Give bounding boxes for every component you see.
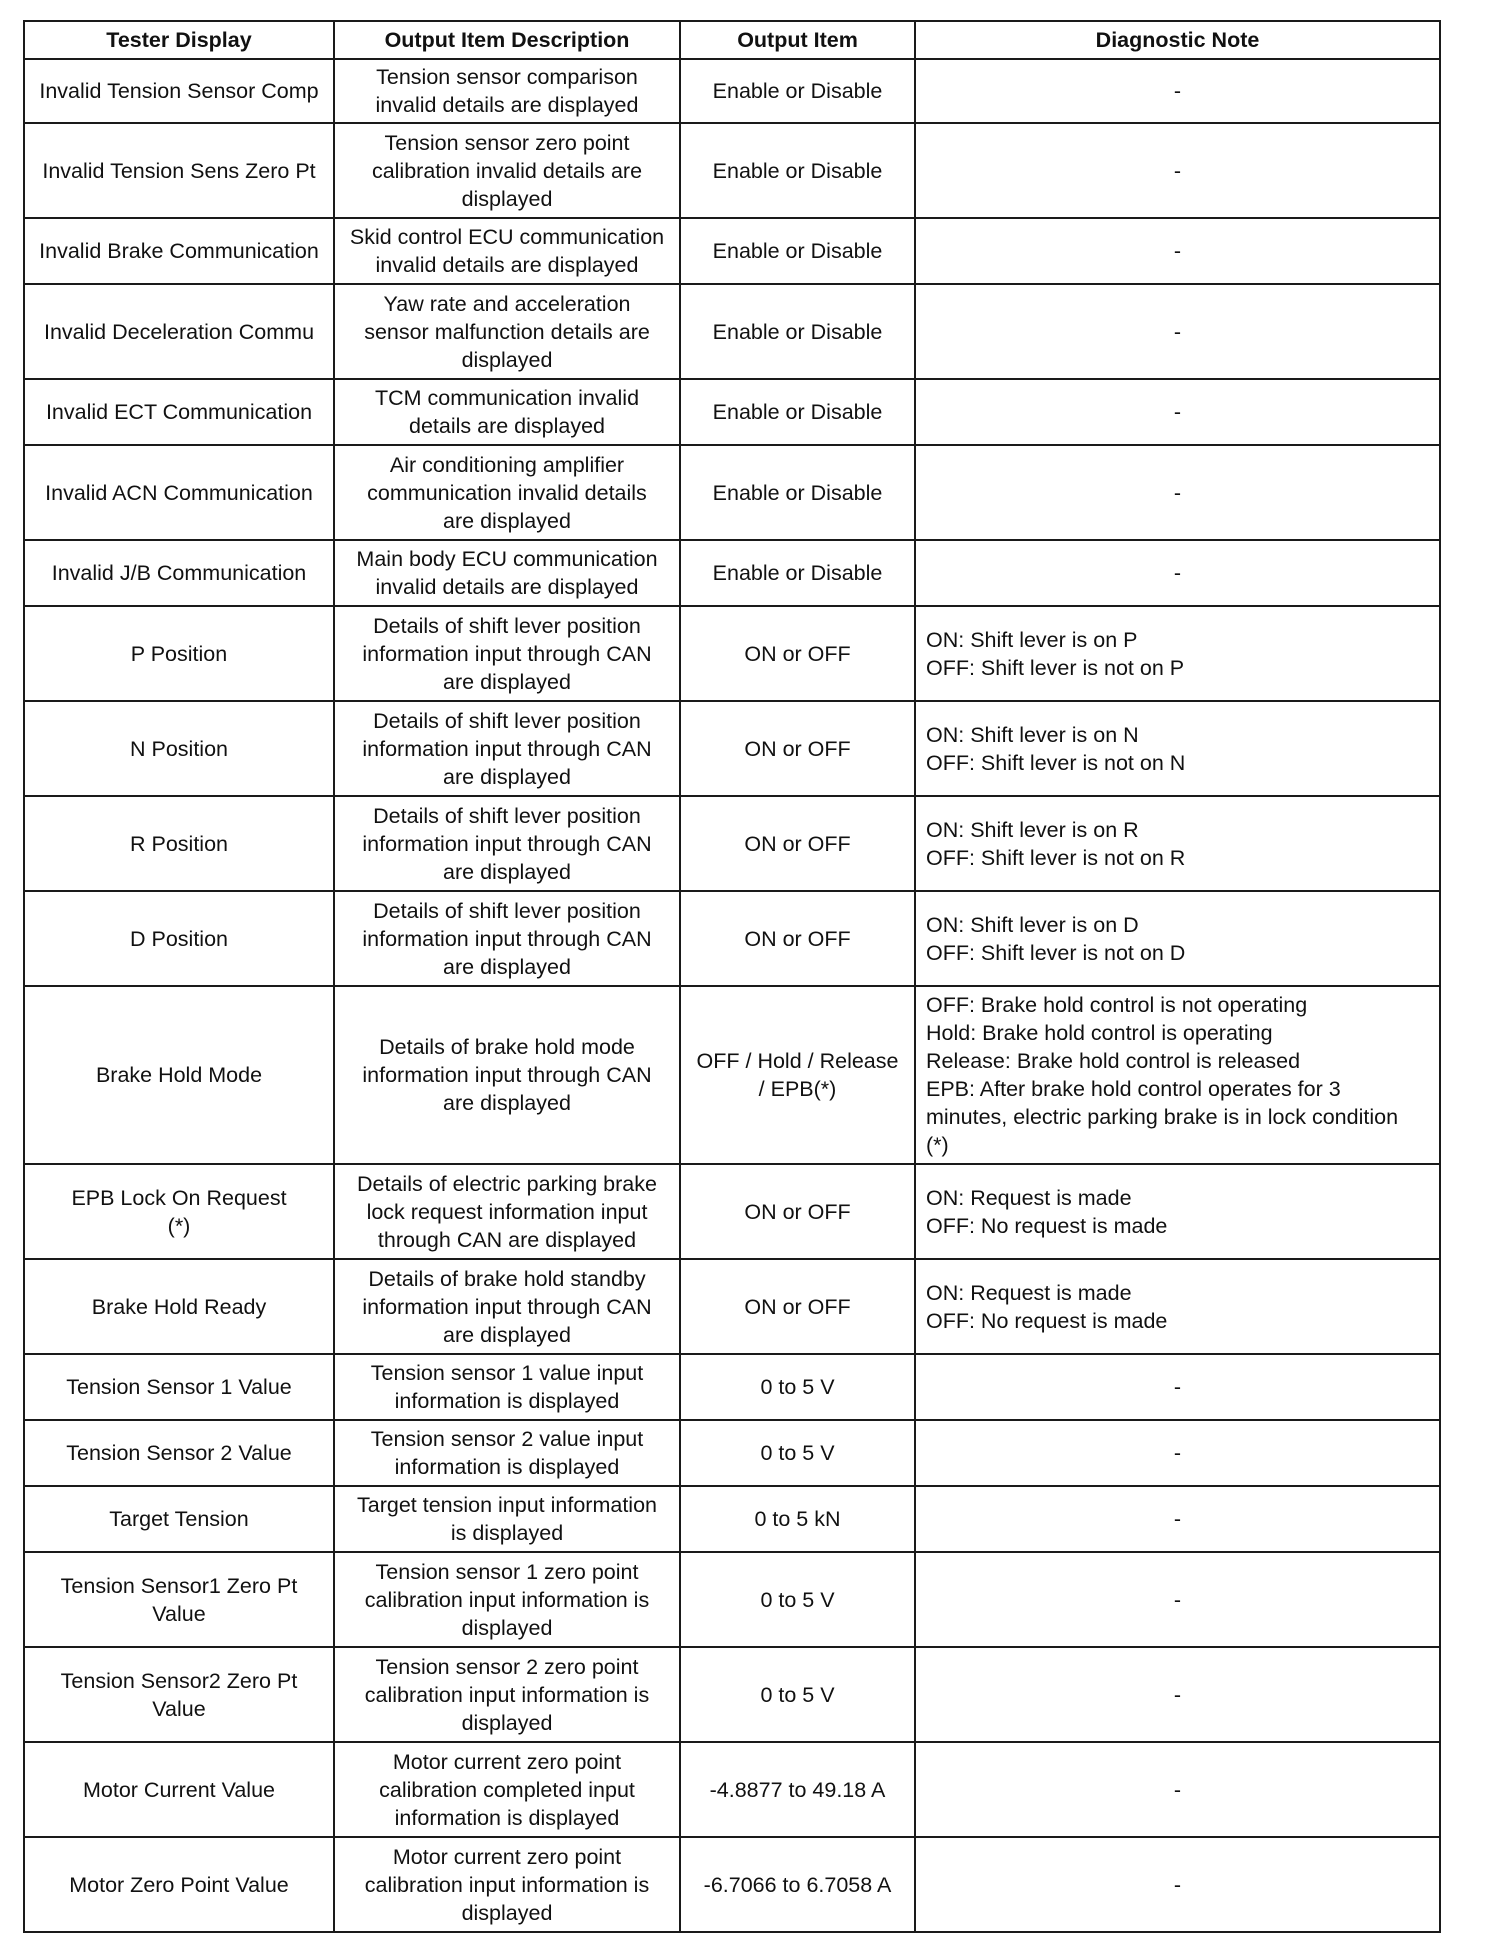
tester-display-line: N Position <box>130 736 228 761</box>
diagnostic-note-line: OFF: No request is made <box>926 1213 1168 1238</box>
output-item-description-line: Details of electric parking brake <box>357 1171 657 1196</box>
output-item-description-line: Details of shift lever position <box>373 898 641 923</box>
tester-display-line: Invalid ACN Communication <box>45 480 313 505</box>
diagnostic-note-line: ON: Request is made <box>926 1280 1132 1305</box>
output-item-description-line: are displayed <box>443 508 571 533</box>
diagnostic-note-cell <box>915 701 1440 796</box>
tester-display-cell <box>24 445 334 540</box>
table-row <box>24 986 1440 1164</box>
output-item-description-line: are displayed <box>443 859 571 884</box>
table-row <box>24 1742 1440 1837</box>
output-item-cell <box>680 123 915 218</box>
tester-display-cell <box>24 1259 334 1354</box>
output-item-description-line: Details of shift lever position <box>373 613 641 638</box>
diagnostic-note-cell <box>915 1552 1440 1647</box>
output-item-description-line: Yaw rate and acceleration <box>383 291 631 316</box>
diagnostic-note-line: - <box>1173 1872 1182 1897</box>
output-item-description-line: information is displayed <box>394 1805 620 1830</box>
output-item-description-cell <box>334 218 680 284</box>
diagnostic-note-line: (*) <box>926 1133 949 1157</box>
output-item-cell <box>680 1647 915 1742</box>
diagnostic-note-line: ON: Shift lever is on N <box>926 722 1139 747</box>
diagnostic-note-cell <box>915 1837 1440 1932</box>
diagnostic-note-cell <box>915 59 1440 123</box>
output-item-description-line: calibration input information is <box>364 1682 650 1707</box>
output-item-description-line: displayed <box>461 347 553 372</box>
output-item-description-line: information input through CAN <box>362 736 652 761</box>
table-row <box>24 891 1440 986</box>
tester-display-cell <box>24 1742 334 1837</box>
table-row <box>24 59 1440 123</box>
diagnostic-note-line: Release: Brake hold control is released <box>926 1049 1301 1073</box>
diagnostic-note-line: - <box>1173 239 1182 263</box>
output-item-description-line: are displayed <box>443 1322 571 1347</box>
output-item-description-line: Details of brake hold standby <box>368 1266 646 1291</box>
output-item-line: ON or OFF <box>744 736 851 761</box>
output-item-description-line: displayed <box>461 1710 553 1735</box>
output-item-description-line: displayed <box>461 1900 553 1925</box>
table-row <box>24 1259 1440 1354</box>
output-item-description-line: are displayed <box>443 1091 571 1115</box>
output-item-description-cell <box>334 379 680 445</box>
diagnostic-note-line: EPB: After brake hold control operates for 3 <box>926 1077 1341 1101</box>
diagnostic-note-line: - <box>1173 1777 1182 1802</box>
output-item-description-line: information input through CAN <box>362 641 652 666</box>
diagnostic-note-line: OFF: No request is made <box>926 1308 1168 1333</box>
tester-display-cell <box>24 218 334 284</box>
output-item-description-line: Target tension input information <box>357 1493 657 1517</box>
output-item-line: Enable or Disable <box>712 480 883 505</box>
output-item-description-line: calibration input information is <box>364 1872 650 1897</box>
tester-display-cell <box>24 284 334 379</box>
table-row <box>24 1552 1440 1647</box>
output-item-description-line: information input through CAN <box>362 831 652 856</box>
table-row <box>24 606 1440 701</box>
diagnostic-note-cell <box>915 796 1440 891</box>
output-item-description-line: are displayed <box>443 669 571 694</box>
output-item-description-cell <box>334 701 680 796</box>
tester-display-cell <box>24 986 334 1164</box>
diagnostic-note-cell <box>915 123 1440 218</box>
output-item-description-line: sensor malfunction details are <box>364 319 650 344</box>
tester-display-line: (*) <box>167 1213 191 1238</box>
output-item-line: Enable or Disable <box>712 158 883 183</box>
tester-display-line: Tension Sensor1 Zero Pt <box>60 1573 298 1598</box>
tester-display-cell <box>24 1552 334 1647</box>
diagnostic-note-cell <box>915 891 1440 986</box>
table-row <box>24 1354 1440 1420</box>
output-item-line: OFF / Hold / Release <box>696 1049 899 1073</box>
output-item-line: Enable or Disable <box>712 79 883 103</box>
diagnostic-note-cell <box>915 606 1440 701</box>
tester-display-cell <box>24 606 334 701</box>
output-item-description-cell <box>334 1164 680 1259</box>
diagnostic-note-line: - <box>1173 158 1182 183</box>
diagnostic-note-line: OFF: Shift lever is not on D <box>926 940 1186 965</box>
diagnostic-note-cell <box>915 1486 1440 1552</box>
table-row <box>24 540 1440 606</box>
tester-display-cell <box>24 796 334 891</box>
diagnostic-note-cell <box>915 1259 1440 1354</box>
table-row <box>24 123 1440 218</box>
output-item-line: -6.7066 to 6.7058 A <box>703 1872 892 1897</box>
table-row <box>24 1420 1440 1486</box>
tester-display-line: EPB Lock On Request <box>71 1185 287 1210</box>
output-item-description-line: Motor current zero point <box>392 1844 622 1869</box>
output-item-line: Enable or Disable <box>712 561 883 585</box>
output-item-cell <box>680 284 915 379</box>
diagnostic-note-cell <box>915 986 1440 1164</box>
output-item-description-cell <box>334 606 680 701</box>
output-item-description-line: Details of shift lever position <box>373 708 641 733</box>
tester-display-line: Invalid Tension Sensor Comp <box>39 79 319 103</box>
tester-display-cell <box>24 891 334 986</box>
table-row <box>24 796 1440 891</box>
table-row <box>24 284 1440 379</box>
output-item-description-line: information input through CAN <box>362 926 652 951</box>
output-item-line: -4.8877 to 49.18 A <box>709 1777 886 1802</box>
output-item-description-line: calibration invalid details are <box>371 158 643 183</box>
output-item-description-line: are displayed <box>443 954 571 979</box>
tester-display-line: D Position <box>130 926 228 951</box>
output-item-cell <box>680 606 915 701</box>
tester-display-cell <box>24 123 334 218</box>
table-row <box>24 1486 1440 1552</box>
header-row <box>24 21 1440 59</box>
table-row <box>24 1164 1440 1259</box>
output-item-cell <box>680 218 915 284</box>
output-item-line: Enable or Disable <box>712 319 883 344</box>
output-item-description-cell <box>334 123 680 218</box>
tester-display-line: Brake Hold Ready <box>91 1294 267 1319</box>
diagnostic-note-line: - <box>1173 480 1182 505</box>
diagnostic-note-line: - <box>1173 561 1182 585</box>
tester-display-cell <box>24 59 334 123</box>
header-output-item-description: Output Item Description <box>334 21 680 59</box>
output-item-description-line: are displayed <box>443 764 571 789</box>
output-item-description-line: Tension sensor 2 zero point <box>375 1654 639 1679</box>
tester-display-cell <box>24 540 334 606</box>
tester-display-cell <box>24 1647 334 1742</box>
diagnostic-note-cell <box>915 1742 1440 1837</box>
table-row <box>24 445 1440 540</box>
tester-display-line: Invalid ECT Communication <box>45 400 313 424</box>
diagnostic-note-line: OFF: Shift lever is not on N <box>926 750 1186 775</box>
diagnostic-note-line: - <box>1173 1507 1182 1531</box>
output-item-line: 0 to 5 kN <box>754 1507 841 1531</box>
tester-display-cell <box>24 1837 334 1932</box>
output-item-description-line: information is displayed <box>394 1389 620 1413</box>
output-item-description-line: information is displayed <box>394 1455 620 1479</box>
output-item-line: ON or OFF <box>744 1294 851 1319</box>
table-row <box>24 1647 1440 1742</box>
tester-display-line: Invalid Tension Sens Zero Pt <box>42 158 316 183</box>
diagnostic-note-line: ON: Shift lever is on P <box>926 627 1138 652</box>
tester-display-line: Tension Sensor2 Zero Pt <box>60 1668 298 1693</box>
output-item-description-cell <box>334 796 680 891</box>
diagnostic-note-cell <box>915 1354 1440 1420</box>
diagnostic-note-line: OFF: Brake hold control is not operating <box>926 993 1308 1017</box>
output-item-description-cell <box>334 1486 680 1552</box>
output-item-description-line: displayed <box>461 186 553 211</box>
output-item-description-cell <box>334 1354 680 1420</box>
output-item-description-cell <box>334 1259 680 1354</box>
output-item-description-cell <box>334 1742 680 1837</box>
table-row <box>24 701 1440 796</box>
tester-display-line: Brake Hold Mode <box>95 1063 263 1087</box>
diagnostic-note-cell <box>915 445 1440 540</box>
output-item-cell <box>680 701 915 796</box>
output-item-description-line: information input through CAN <box>362 1294 652 1319</box>
output-item-description-cell <box>334 540 680 606</box>
output-item-cell <box>680 540 915 606</box>
output-item-description-line: lock request information input <box>366 1199 648 1224</box>
diagnostic-note-cell <box>915 1420 1440 1486</box>
output-item-cell <box>680 1837 915 1932</box>
diagnostic-note-line: - <box>1173 1682 1182 1707</box>
tester-display-cell <box>24 1420 334 1486</box>
output-item-description-cell <box>334 284 680 379</box>
output-item-description-line: calibration input information is <box>364 1587 650 1612</box>
output-item-description-cell <box>334 59 680 123</box>
output-item-line: Enable or Disable <box>712 239 883 263</box>
tester-display-line: Invalid Deceleration Commu <box>43 319 315 344</box>
tester-display-line: Value <box>152 1696 206 1721</box>
tester-display-cell <box>24 379 334 445</box>
output-item-description-line: Skid control ECU communication <box>349 225 665 249</box>
output-item-description-cell <box>334 445 680 540</box>
diagnostic-note-line: - <box>1173 319 1182 344</box>
diagnostic-note-cell <box>915 284 1440 379</box>
output-item-description-line: invalid details are displayed <box>375 575 639 599</box>
tester-display-line: Invalid Brake Communication <box>39 239 319 263</box>
output-item-description-line: Tension sensor 2 value input <box>370 1427 644 1451</box>
output-item-description-line: information input through CAN <box>362 1063 652 1087</box>
output-item-cell <box>680 796 915 891</box>
diagnostic-note-line: ON: Shift lever is on D <box>926 912 1139 937</box>
output-item-cell <box>680 1420 915 1486</box>
output-item-description-line: details are displayed <box>408 414 605 438</box>
output-item-cell <box>680 445 915 540</box>
output-item-line: ON or OFF <box>744 641 851 666</box>
data-monitor-table <box>23 20 1441 1933</box>
diagnostic-note-cell <box>915 218 1440 284</box>
diagnostic-note-line: OFF: Shift lever is not on P <box>926 655 1185 680</box>
output-item-description-line: communication invalid details <box>367 480 647 505</box>
output-item-description-line: Tension sensor 1 value input <box>370 1361 644 1385</box>
output-item-cell <box>680 1742 915 1837</box>
output-item-cell <box>680 1486 915 1552</box>
output-item-cell <box>680 379 915 445</box>
diagnostic-note-line: ON: Shift lever is on R <box>926 817 1139 842</box>
diagnostic-note-line: Hold: Brake hold control is operating <box>926 1021 1273 1045</box>
output-item-description-line: TCM communication invalid <box>374 386 640 410</box>
output-item-description-line: is displayed <box>450 1521 564 1545</box>
output-item-line: 0 to 5 V <box>760 1441 835 1465</box>
output-item-description-line: Tension sensor comparison <box>376 65 638 89</box>
tester-display-line: P Position <box>130 641 228 666</box>
output-item-description-cell <box>334 1837 680 1932</box>
output-item-description-cell <box>334 891 680 986</box>
output-item-description-line: invalid details are displayed <box>375 253 639 277</box>
diagnostic-note-line: - <box>1173 79 1182 103</box>
output-item-cell <box>680 1259 915 1354</box>
tester-display-line: Value <box>152 1601 206 1626</box>
table-body <box>24 59 1440 1932</box>
header-tester-display: Tester Display <box>24 21 334 59</box>
output-item-description-line: Details of shift lever position <box>373 803 641 828</box>
diagnostic-note-line: - <box>1173 1441 1182 1465</box>
diagnostic-note-cell <box>915 540 1440 606</box>
diagnostic-note-line: ON: Request is made <box>926 1185 1132 1210</box>
output-item-description-cell <box>334 1647 680 1742</box>
output-item-description-line: Tension sensor zero point <box>384 130 630 155</box>
output-item-line: 0 to 5 V <box>760 1587 835 1612</box>
output-item-line: Enable or Disable <box>712 400 883 424</box>
output-item-description-line: Air conditioning amplifier <box>389 452 625 477</box>
output-item-line: ON or OFF <box>744 1199 851 1224</box>
output-item-description-line: displayed <box>461 1615 553 1640</box>
tester-display-line: Invalid J/B Communication <box>51 561 307 585</box>
tester-display-line: Tension Sensor 1 Value <box>66 1375 292 1399</box>
output-item-line: 0 to 5 V <box>760 1375 835 1399</box>
output-item-cell <box>680 986 915 1164</box>
output-item-cell <box>680 1354 915 1420</box>
output-item-description-line: invalid details are displayed <box>375 93 639 117</box>
output-item-description-cell <box>334 986 680 1164</box>
diagnostic-note-line: - <box>1173 1375 1182 1399</box>
output-item-cell <box>680 1164 915 1259</box>
table-row <box>24 1837 1440 1932</box>
output-item-description-cell <box>334 1552 680 1647</box>
table-row <box>24 379 1440 445</box>
diagnostic-note-line: - <box>1173 1587 1182 1612</box>
diagnostic-note-line: OFF: Shift lever is not on R <box>926 845 1186 870</box>
tester-display-line: Tension Sensor 2 Value <box>66 1441 292 1465</box>
tester-display-line: R Position <box>130 831 228 856</box>
output-item-cell <box>680 59 915 123</box>
header-diagnostic-note: Diagnostic Note <box>915 21 1440 59</box>
table-row <box>24 218 1440 284</box>
diagnostic-note-line: - <box>1173 400 1182 424</box>
tester-display-line: Motor Zero Point Value <box>69 1872 289 1897</box>
output-item-line: / EPB(*) <box>758 1077 837 1101</box>
tester-display-line: Target Tension <box>109 1507 249 1531</box>
output-item-description-line: Main body ECU communication <box>356 547 658 571</box>
output-item-line: ON or OFF <box>744 831 851 856</box>
tester-display-cell <box>24 1164 334 1259</box>
output-item-line: 0 to 5 V <box>760 1682 835 1707</box>
tester-display-cell <box>24 1354 334 1420</box>
tester-display-line: Motor Current Value <box>83 1777 275 1802</box>
tester-display-cell <box>24 701 334 796</box>
output-item-cell <box>680 891 915 986</box>
output-item-description-line: through CAN are displayed <box>377 1227 637 1252</box>
output-item-description-line: Details of brake hold mode <box>379 1035 635 1059</box>
diagnostic-note-cell <box>915 379 1440 445</box>
output-item-description-line: Tension sensor 1 zero point <box>375 1559 639 1584</box>
output-item-description-line: Motor current zero point <box>392 1749 622 1774</box>
output-item-cell <box>680 1552 915 1647</box>
tester-display-cell <box>24 1486 334 1552</box>
output-item-line: ON or OFF <box>744 926 851 951</box>
output-item-description-line: calibration completed input <box>379 1777 635 1802</box>
diagnostic-note-line: minutes, electric parking brake is in lock condition <box>926 1105 1399 1129</box>
header-output-item: Output Item <box>680 21 915 59</box>
diagnostic-note-cell <box>915 1647 1440 1742</box>
diagnostic-note-cell <box>915 1164 1440 1259</box>
output-item-description-cell <box>334 1420 680 1486</box>
